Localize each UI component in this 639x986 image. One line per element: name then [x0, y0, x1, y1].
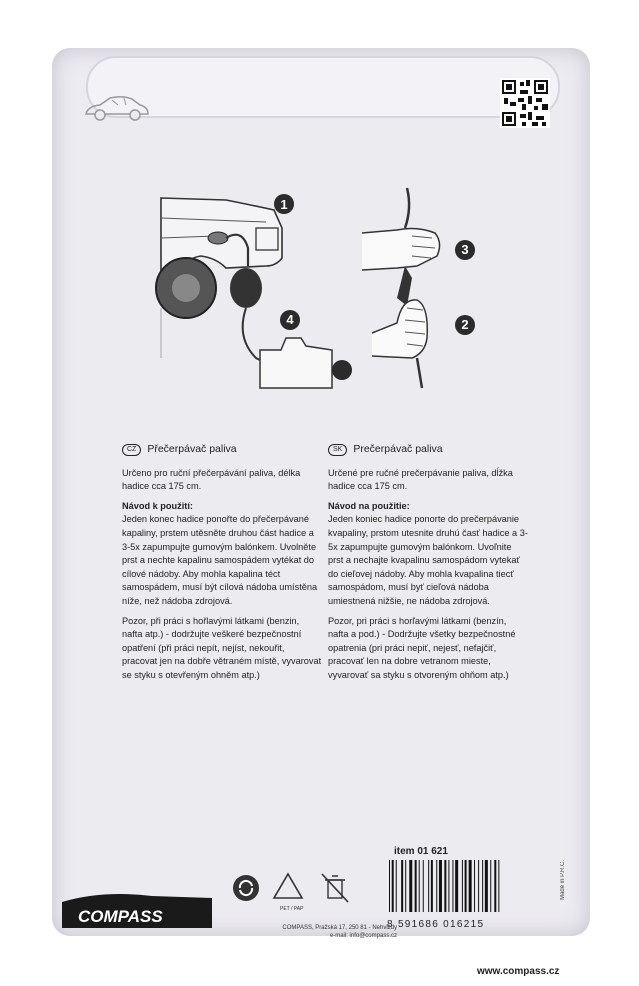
cz-warning: Pozor, při práci s hořlavými látkami (benzin, nafta atp.) - dodržujte veškeré bezpečnostní opatření (při práci nepít, nejíst, nekouřit, pracovat jen na dobře větraném místě, vyvarovat se styku s otevřeným ohněm atp.)	[122, 615, 322, 680]
barcode-bar	[392, 860, 394, 912]
sk-instructions-heading: Návod na použitie:	[328, 500, 410, 511]
pet-recycle-icon	[274, 874, 302, 898]
qr-code-icon	[500, 78, 550, 128]
barcode-bar	[474, 860, 475, 912]
barcode-bar	[436, 860, 437, 912]
barcode-bar	[423, 860, 424, 912]
barcode-digits: 8 591686 016215	[387, 919, 485, 930]
sk-instructions: Jeden koniec hadice ponorte do prečerpávanie kvapaliny, prstom utesnite druhú časť hadice a 3-5x zapumpujte gumovým balónkom. Uvoľnite prst a nechajte kvapalinu samospádom vytekať do cieľovej nádoby. Aby mohla kvapalina tiecť samospádom, musí byť cieľová nádoba umiestnená nižšie, ne nádoba zdrojová.	[328, 514, 528, 606]
car-icon	[82, 92, 152, 122]
barcode-bar	[490, 860, 491, 912]
sk-section	[328, 443, 528, 689]
step-3-label: 3	[461, 242, 469, 257]
item-number: item 01 621	[394, 846, 448, 857]
barcode-bar	[444, 860, 446, 912]
cz-title: Přečerpávač paliva	[147, 443, 237, 455]
trash-bin-icon	[322, 874, 348, 902]
barcode-bar	[428, 860, 429, 912]
siphon-car-illustration	[156, 188, 336, 388]
sk-intro: Určené pre ručné prečerpávanie paliva, dĺžka hadice cca 175 cm.	[328, 467, 513, 492]
step-4-label: 4	[280, 310, 300, 330]
company-address: COMPASS, Pražská 17, 250 81 - Nehvizdy	[282, 925, 397, 931]
step-4-marker	[332, 360, 352, 380]
barcode-bars	[387, 860, 555, 916]
barcode-bar	[405, 860, 406, 912]
recycle-icon	[233, 875, 259, 901]
barcode-bar	[482, 860, 483, 912]
barcode-bar	[485, 860, 488, 912]
sk-title: Prečerpávač paliva	[353, 443, 443, 455]
hang-tab	[86, 56, 560, 118]
barcode-bar	[452, 860, 453, 912]
barcode-bar	[498, 860, 499, 912]
blister-card	[52, 48, 590, 977]
company-info	[242, 924, 397, 940]
barcode-bar	[431, 860, 433, 912]
barcode-bar	[419, 860, 420, 912]
cz-instructions-heading: Návod k použití:	[122, 500, 193, 511]
barcode-bar	[401, 860, 403, 912]
compass-logo	[62, 888, 212, 932]
cz-section	[122, 443, 322, 689]
svg-text:1: 1	[280, 197, 288, 212]
barcode-bar	[415, 860, 417, 912]
cz-instructions: Jeden konec hadice ponořte do přečerpávané kapaliny, prstem utěsněte druhou část hadice a 3-5x zapumpujte gumovým balónkem. Uvolněte prst a nechte kapalinu samospádem vytékat do cílové nádoby. Aby mohla kapalina téct samospádem, musí být cílová nádoba umístěna níže, než nádoba zdrojová.	[122, 514, 318, 606]
hands-pump-illustration	[357, 188, 517, 388]
step-2-label: 2	[461, 317, 469, 332]
barcode-bar	[469, 860, 472, 912]
recycling-icons	[230, 870, 360, 911]
website-url: www.compass.cz	[477, 966, 560, 977]
barcode-bar	[478, 860, 479, 912]
barcode-bar	[494, 860, 496, 912]
barcode-bar	[396, 860, 397, 912]
barcode-bar	[465, 860, 467, 912]
company-email: e-mail: info@compass.cz	[329, 933, 397, 939]
logo-text: COMPASS	[78, 907, 163, 926]
cz-badge: CZ	[122, 444, 141, 456]
pet-label: PET / PAP	[280, 906, 304, 912]
barcode-bar	[455, 860, 458, 912]
cz-intro: Určeno pro ruční přečerpávání paliva, délka hadice cca 175 cm.	[122, 467, 301, 492]
sk-badge: SK	[328, 444, 347, 456]
barcode-bar	[389, 860, 390, 912]
barcode-bar	[439, 860, 442, 912]
barcode	[387, 860, 555, 930]
barcode-bar	[448, 860, 449, 912]
made-in-label: Made in P.R.C.	[560, 860, 566, 900]
step-1-marker	[274, 194, 294, 214]
barcode-bar	[409, 860, 412, 912]
barcode-bar	[462, 860, 463, 912]
sk-warning: Pozor, pri práci s horľavými látkami (benzín, nafta a pod.) - Dodržujte všetky bezpečnostné opatrenia (pri práci nepiť, nejesť, nefajčiť, pracovať len na dobre vetranom mieste, vyvarovať sa styku s otvoreným ohňom atp.)	[328, 615, 516, 680]
